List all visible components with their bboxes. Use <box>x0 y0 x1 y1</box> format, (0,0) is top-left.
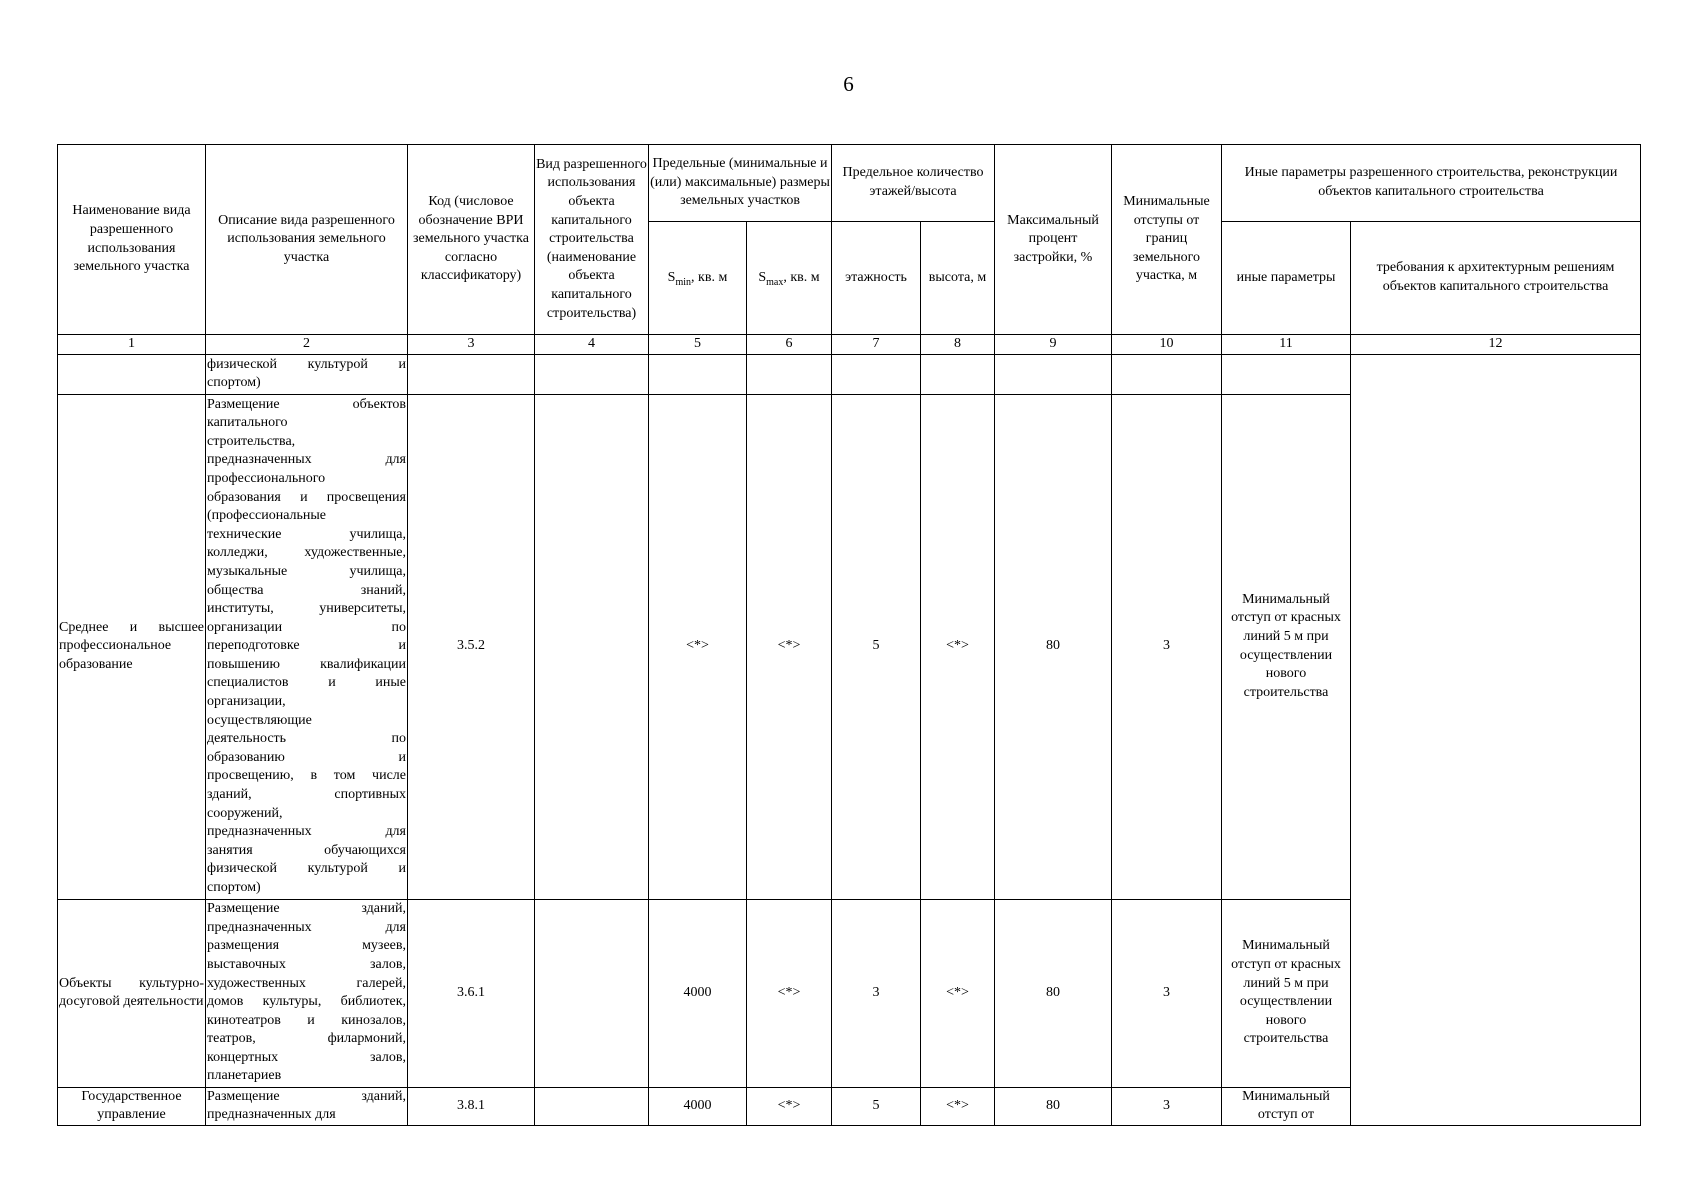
row-other: Минимальный отступ от красных линий 5 м при осуществлении нового строительства <box>1222 899 1351 1087</box>
description-line: предназначенных для <box>207 452 406 468</box>
row-smin: 4000 <box>649 899 747 1087</box>
description-line: художественных галерей, <box>207 975 406 991</box>
row-smax: <*> <box>747 899 832 1087</box>
row-other: Минимальный отступ от <box>1222 1087 1351 1125</box>
column-number: 7 <box>832 335 921 355</box>
row-percent: 80 <box>995 1087 1112 1125</box>
description-line: просвещению, в том числе <box>207 768 406 784</box>
description-line: размещения музеев, <box>207 938 406 954</box>
header-group-floors: Предельное количество этажей/высота <box>832 145 995 222</box>
row-description <box>206 1087 408 1125</box>
row-setback: 3 <box>1112 1087 1222 1125</box>
row-smin: <*> <box>649 394 747 899</box>
description-line: организации, <box>207 694 286 710</box>
row-setback: 3 <box>1112 394 1222 899</box>
row-architecture <box>1351 354 1641 1125</box>
row-code: 3.5.2 <box>408 394 535 899</box>
description-line: строительства, <box>207 433 296 449</box>
column-number: 6 <box>747 335 832 355</box>
description-line: институты, университеты, <box>207 601 406 617</box>
row-name: Государственное управление <box>58 1087 206 1125</box>
header-col-smax: $S_{max}$, кв. м <box>747 222 832 335</box>
row-smax: <*> <box>747 394 832 899</box>
description-line: технические училища, <box>207 526 406 542</box>
row-description <box>206 354 408 394</box>
row-object <box>535 394 649 899</box>
header-col-description: Описание вида разрешенного использования земельного участка <box>206 145 408 335</box>
row-floors: 3 <box>832 899 921 1087</box>
page-number: 6 <box>843 72 854 96</box>
description-line: театров, филармоний, <box>207 1031 406 1047</box>
description-line: концертных залов, <box>207 1049 406 1065</box>
table-row <box>58 354 1641 394</box>
description-line: зданий, спортивных <box>207 787 406 803</box>
column-number: 12 <box>1351 335 1641 355</box>
column-number: 2 <box>206 335 408 355</box>
row-setback: 3 <box>1112 899 1222 1087</box>
description-line: образования и просвещения <box>207 489 406 505</box>
row-floors <box>832 354 921 394</box>
header-group-other: Иные параметры разрешенного строительства, реконструкции объектов капитального строительства <box>1222 145 1641 222</box>
header-col-name: Наименование вида разрешенного использования земельного участка <box>58 145 206 335</box>
column-number: 1 <box>58 335 206 355</box>
column-number: 10 <box>1112 335 1222 355</box>
description-line: выставочных залов, <box>207 956 406 972</box>
description-line: музыкальные училища, <box>207 563 406 579</box>
row-other <box>1222 354 1351 394</box>
regulations-table <box>57 144 1641 1126</box>
description-line: предназначенных для <box>207 824 406 840</box>
description-line: физической культурой и <box>207 356 406 372</box>
description-line: предназначенных для <box>207 1107 336 1123</box>
description-line: Размещение зданий, <box>207 901 406 917</box>
description-line: образованию и <box>207 749 406 765</box>
header-row-1 <box>58 145 1641 222</box>
column-number: 5 <box>649 335 747 355</box>
row-height: <*> <box>921 394 995 899</box>
description-line: повышению квалификации <box>207 656 406 672</box>
description-line: организации по <box>207 619 406 635</box>
description-line: специалистов и иные <box>207 675 406 691</box>
column-number: 8 <box>921 335 995 355</box>
row-object <box>535 899 649 1087</box>
row-floors: 5 <box>832 1087 921 1125</box>
row-percent: 80 <box>995 394 1112 899</box>
description-line: планетариев <box>207 1068 282 1084</box>
description-line: предназначенных для <box>207 919 406 935</box>
description-line: колледжи, художественные, <box>207 545 406 561</box>
column-number: 11 <box>1222 335 1351 355</box>
row-percent: 80 <box>995 899 1112 1087</box>
column-number: 3 <box>408 335 535 355</box>
row-height: <*> <box>921 1087 995 1125</box>
column-number: 9 <box>995 335 1112 355</box>
description-line: Размещение объектов <box>207 396 406 412</box>
row-code: 3.6.1 <box>408 899 535 1087</box>
description-line: домов культуры, библиотек, <box>207 994 406 1010</box>
column-number: 4 <box>535 335 649 355</box>
row-name: Объекты культурно-досуговой деятельности <box>58 899 206 1087</box>
description-line: деятельность по <box>207 731 406 747</box>
header-col-setback: Минимальные отступы от границ земельного участка, м <box>1112 145 1222 335</box>
row-description <box>206 394 408 899</box>
header-col-architecture: требования к архитектурным решениям объектов капитального строительства <box>1351 222 1641 335</box>
header-col-code: Код (числовое обозначение ВРИ земельного участка согласно классификатору) <box>408 145 535 335</box>
row-name <box>58 354 206 394</box>
row-name: Среднее и высшее профессиональное образование <box>58 394 206 899</box>
row-other: Минимальный отступ от красных линий 5 м при осуществлении нового строительства <box>1222 394 1351 899</box>
row-height <box>921 354 995 394</box>
header-col-height: высота, м <box>921 222 995 335</box>
row-setback <box>1112 354 1222 394</box>
description-line: спортом) <box>207 880 261 896</box>
header-col-floors: этажность <box>832 222 921 335</box>
description-line: переподготовке и <box>207 638 406 654</box>
description-line: спортом) <box>207 375 261 391</box>
row-smin: 4000 <box>649 1087 747 1125</box>
row-percent <box>995 354 1112 394</box>
row-code: 3.8.1 <box>408 1087 535 1125</box>
row-smin <box>649 354 747 394</box>
row-smax: <*> <box>747 1087 832 1125</box>
row-code <box>408 354 535 394</box>
description-line: (профессиональные <box>207 508 327 524</box>
header-col-smin: $S_{min}$, кв. м <box>649 222 747 335</box>
description-line: физической культурой и <box>207 861 406 877</box>
description-line: сооружений, <box>207 805 283 821</box>
description-line: Размещение зданий, <box>207 1088 406 1104</box>
row-smax <box>747 354 832 394</box>
row-object <box>535 354 649 394</box>
header-col-object: Вид разрешенного использования объекта капитального строительства (наименование объекта капитального строительства) <box>535 145 649 335</box>
description-line: кинотеатров и кинозалов, <box>207 1012 406 1028</box>
description-line: капитального <box>207 415 288 431</box>
description-line: осуществляющие <box>207 712 312 728</box>
header-col-percent: Максимальный процент застройки, % <box>995 145 1112 335</box>
description-line: общества знаний, <box>207 582 406 598</box>
row-object <box>535 1087 649 1125</box>
header-col-other: иные параметры <box>1222 222 1351 335</box>
row-floors: 5 <box>832 394 921 899</box>
column-number-row <box>58 335 1641 355</box>
description-line: занятия обучающихся <box>207 842 406 858</box>
description-line: профессионального <box>207 470 326 486</box>
row-description <box>206 899 408 1087</box>
header-group-sizes: Предельные (минимальные и (или) максимальные) размеры земельных участков <box>649 145 832 222</box>
row-height: <*> <box>921 899 995 1087</box>
